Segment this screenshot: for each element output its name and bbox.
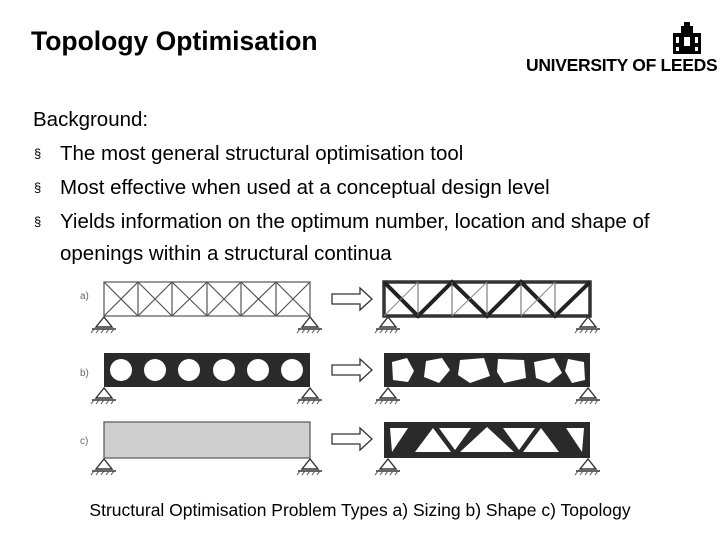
optimisation-figure [74,276,614,482]
pin-support-icon [91,459,116,475]
bullet-marker: § [34,146,42,161]
right-arrow-icon [332,288,372,310]
bullet-text: Most effective when used at a conceptual design level [60,176,550,199]
pin-support-icon [297,459,322,475]
pin-support-icon [297,388,322,404]
slide-body [33,103,693,270]
row-label-c: c) [80,436,89,447]
figure-caption: Structural Optimisation Problem Types a) Sizing b) Shape c) Topology [89,500,631,520]
truss-initial [104,282,310,316]
university-logo [520,20,718,78]
bullet-marker: § [34,214,42,229]
beam-shaped [384,353,590,387]
design-domain [104,422,310,458]
pin-support-icon [575,459,600,475]
pin-support-icon [375,317,400,333]
leeds-crest-icon [672,22,702,54]
bullet-item [33,205,693,270]
pin-support-icon [575,317,600,333]
slide-title: Topology Optimisation [31,26,318,56]
right-arrow-icon [332,359,372,381]
bullet-text: The most general structural optimisation tool [60,142,464,165]
bullet-text: Yields information on the optimum number, location and shape of openings within a structural continua [60,210,650,265]
background-heading: Background: [33,108,149,131]
pin-support-icon [575,388,600,404]
pin-support-icon [91,317,116,333]
row-label-b: b) [80,368,89,379]
bullet-item [33,171,693,205]
pin-support-icon [375,459,400,475]
bullet-marker: § [34,180,42,195]
bullet-item [33,137,693,171]
beam-initial [104,353,310,387]
truss-sized [384,282,590,316]
logo-wordmark: UNIVERSITY OF LEEDS [526,55,718,75]
pin-support-icon [297,317,322,333]
row-label-a: a) [80,291,89,302]
topology-result [384,422,590,458]
pin-support-icon [91,388,116,404]
pin-support-icon [375,388,400,404]
right-arrow-icon [332,428,372,450]
